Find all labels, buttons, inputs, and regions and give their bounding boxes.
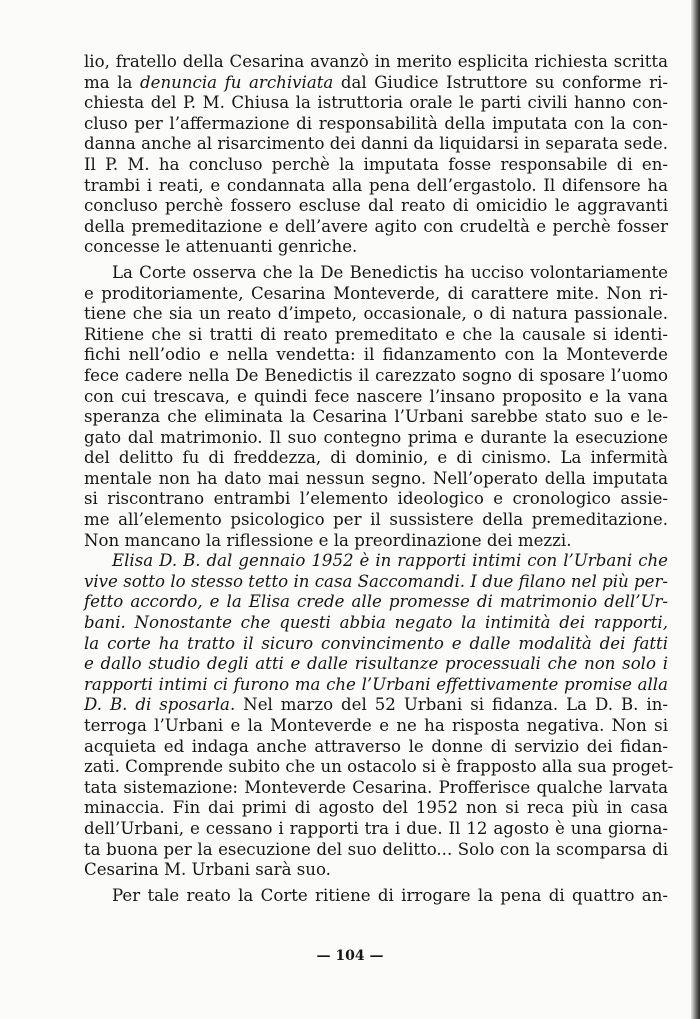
text-line: concluso perchè fossero escluse dal reato di omicidio le aggravanti	[84, 196, 668, 216]
text-line: del delitto fu di freddezza, di dominio, e di cinismo. La infermità	[84, 448, 668, 468]
paragraph-1	[84, 52, 668, 258]
text-line: Non mancano la riflessione e la preordinazione dei mezzi.	[84, 530, 572, 550]
text-line: bani. Nonostante che questi abbia negato la intimità dei rapporti,	[84, 613, 668, 633]
text-line: Elisa D. B. dal gennaio 1952 è in rapporti intimi con l’Urbani che	[112, 551, 668, 571]
text-line: danna anche al risarcimento dei danni da liquidarsi in separata sede.	[84, 134, 668, 154]
page-binding-shadow	[691, 0, 700, 1019]
text-line: gato dal matrimonio. Il suo contegno prima e durante la esecuzione	[84, 427, 668, 447]
text-line: tiene che sia un reato d’impeto, occasionale, o di natura passionale.	[84, 304, 668, 324]
text-line: lio, fratello della Cesarina avanzò in merito esplicita richiesta scritta	[84, 52, 668, 71]
text-line: ma la denuncia fu archiviata dal Giudice Istruttore su conforme ri-	[84, 72, 669, 92]
text-line: fece cadere nella De Benedictis il carezzato sogno di sposare l’uomo	[84, 365, 668, 385]
text-line: rapporti intimi ci furono ma che l’Urbani effettivamente promise alla	[84, 674, 668, 694]
body-text	[84, 52, 674, 906]
text-line: con cui trescava, e quindi fece nascere l’insano proposito e la vana	[84, 386, 668, 406]
text-line: me all’elemento psicologico per il sussistere della premeditazione.	[84, 510, 668, 530]
text-line: minaccia. Fin dai primi di agosto del 1952 non si reca più in casa	[84, 798, 668, 818]
text-line: la corte ha tratto il sicuro convincimento e dalle modalità dei fatti	[84, 633, 668, 653]
text-line: Il P. M. ha concluso perchè la imputata fosse responsabile di en-	[84, 154, 668, 174]
text-line: Cesarina M. Urbani sarà suo.	[84, 860, 331, 880]
text-line: La Corte osserva che la De Benedictis ha ucciso volontariamente	[112, 262, 668, 282]
paragraph-3	[84, 551, 674, 881]
text-line: si riscontrano entrambi l’elemento ideologico e cronologico assie-	[84, 489, 668, 509]
text-line: Ritiene che si tratti di reato premeditato e che la causale si identi-	[84, 324, 668, 344]
text-line: dell’Urbani, e cessano i rapporti tra i due. Il 12 agosto è una giorna-	[84, 818, 668, 838]
paragraph-4	[84, 886, 668, 907]
text-line: chiesta del P. M. Chiusa la istruttoria orale le parti civili hanno con-	[84, 93, 668, 113]
text-line: zati. Comprende subito che un ostacolo si è frapposto alla sua proget-	[84, 757, 674, 777]
text-line: mentale non ha dato mai nessun segno. Nell’operato della imputata	[84, 468, 668, 488]
text-line: tata sistemazione: Monteverde Cesarina. Profferisce qualche larvata	[84, 777, 668, 797]
text-line: ta buona per la esecuzione del suo delitto... Solo con la scomparsa di	[84, 839, 668, 859]
text-line: trambi i reati, e condannata alla pena dell’ergastolo. Il difensore ha	[84, 175, 668, 195]
text-line: della premeditazione e dell’avere agito con crudeltà e perchè fosser	[84, 216, 668, 236]
text-line: terroga l’Urbani e la Monteverde e ne ha risposta negativa. Non si	[84, 716, 668, 735]
text-line: concesse le attenuanti genriche.	[84, 237, 358, 257]
page-number: — 104 —	[316, 948, 384, 964]
text-line: fetto accordo, e la Elisa crede alle promesse di matrimonio dell’Ur-	[84, 592, 668, 612]
text-line: D. B. di sposarla. Nel marzo del 52 Urbani si fidanza. La D. B. in-	[84, 695, 668, 715]
text-line: Per tale reato la Corte ritiene di irrogare la pena di quattro an-	[112, 885, 668, 905]
text-line: e proditoriamente, Cesarina Monteverde, di carattere mite. Non ri-	[84, 283, 668, 303]
text-line: vive sotto lo stesso tetto in casa Saccomandi. I due filano nel più per-	[84, 571, 668, 591]
text-line: acquieta ed indaga anche attraverso le donne di servizio dei fidan-	[84, 736, 668, 756]
text-line: speranza che eliminata la Cesarina l’Urbani sarebbe stato suo e le-	[84, 407, 668, 427]
text-line: cluso per l’affermazione di responsabilità della imputata con la con-	[84, 113, 668, 133]
paragraph-2	[84, 263, 668, 551]
text-line: e dallo studio degli atti e dalle risultanze processuali che non solo i	[84, 654, 668, 674]
text-line: fichi nell’odio e nella vendetta: il fidanzamento con la Monteverde	[84, 345, 668, 365]
